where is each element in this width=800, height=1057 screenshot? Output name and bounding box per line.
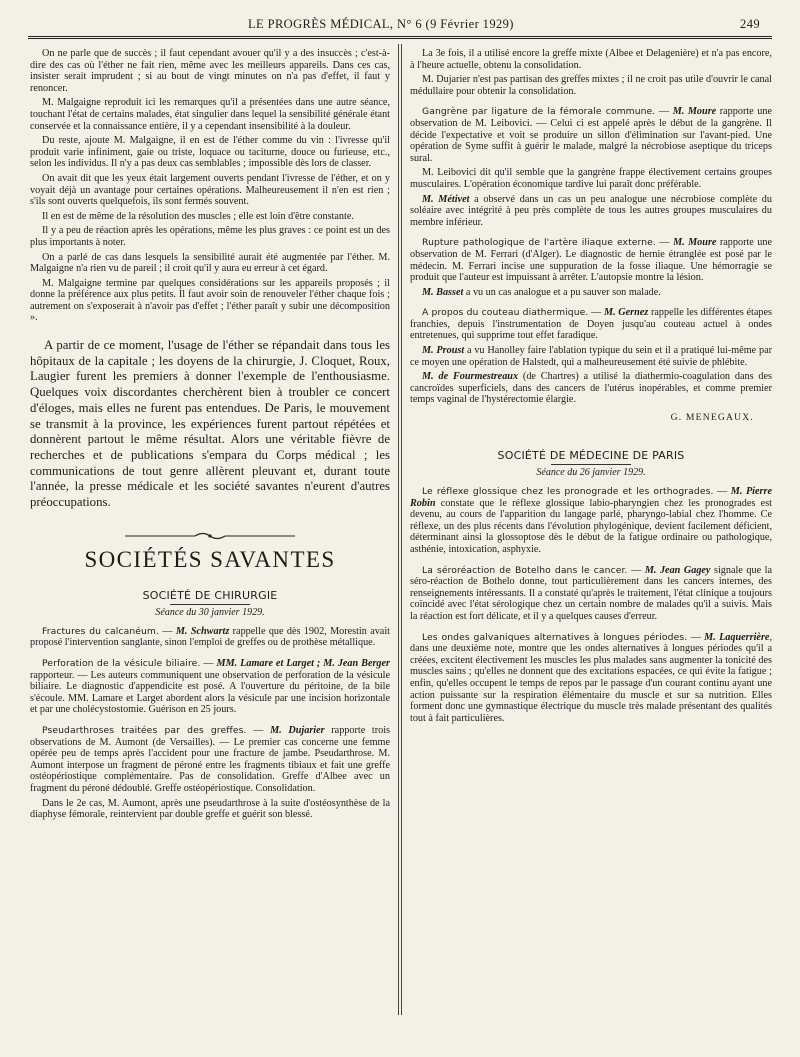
- society-name: SOCIÉTÉ DE CHIRURGIE: [142, 588, 278, 602]
- paragraph: M. Leibovici dit qu'il semble que la gangrène frappe électivement certains groupes musculaires. L'opération économique tardive lui paraît donc préférable.: [410, 167, 772, 190]
- paragraph: M. Malgaigne termine par quelques considérations sur les appareils proposés ; il donne la préférence aux plus petits. Il faut avoir soin de renouveler l'éther chaque fois ; autrement on s'exposerait à n'avoir pas d'effet ; l'éther paraît y subir une décomposition ».: [30, 277, 390, 324]
- paragraph: M. Dujarier n'est pas partisan des greffes mixtes ; il ne croit pas utile d'ouvrir le canal médullaire pour obtenir la consolidation.: [410, 74, 772, 97]
- entry: Perforation de la vésicule biliaire. — MM. Lamare et Larget ; M. Jean Berger rapporteur. — Les auteurs communiquent une observation de perforation de la vésicule biliaire. Le diagnostic d'appendicite est posé. A l'ouverture du péritoine, de la bile s'écoule. MM. Lamare et Larget abordent alors la vésicule par une incision horizontale et par une cholécystostomie. Guérison en 25 jours.: [30, 657, 391, 716]
- header-rule: [28, 36, 772, 39]
- entry: Pseudarthroses traitées par des greffes. — M. Dujarier rapporte trois observations de M. Aumont (de Versailles). — Le premier cas concerne une femme opérée peu de temps après l'accident pour une fracture de jambe. Pseudarthrose. M. Aumont interpose un fragment de péroné entre les fragments tibiaux et fait une greffe ostéopériostique complémentaire. Pas de consolidation. Greffe d'Albee avec un fragment du péroné dédoublé. Greffe ostéopériostique. Consolidation.: [30, 724, 390, 794]
- entry: A propos du couteau diathermique. — M. Gernez rappelle les différentes étapes franchies, depuis l'instrumentation de Doyen jusqu'au couteau actuel à ondes entretenues, qui supprime tout effet faradique.: [410, 307, 772, 342]
- seance-date: Séance du 30 janvier 1929.: [155, 606, 265, 618]
- seance-date: Séance du 26 janvier 1929.: [536, 467, 646, 479]
- society-name: SOCIÉTÉ DE MÉDECINE DE PARIS: [497, 449, 685, 463]
- paragraph: La 3e fois, il a utilisé encore la greffe mixte (Albee et Delagenière) et n'a pas encore, à l'heure actuelle, obtenu la consolidation.: [410, 48, 772, 71]
- paragraph: On a parlé de cas dans lesquels la sensibilité aurait été augmentée par l'éther. M. Malgaigne n'a rien vu de pareil ; il croit qu'il y aura eu erreur à cet égard.: [30, 251, 390, 275]
- paragraph: M. Métivet a observé dans un cas un peu analogue une nécrobiose complète du soléaire avec intégrité à peu près complète de tous les autres groupes musculaires du membre inférieur.: [410, 193, 772, 228]
- right-column: [410, 48, 772, 727]
- ornament-divider-icon: [125, 531, 295, 541]
- paragraph: Il en est de même de la résolution des muscles ; elle est loin d'être constante.: [42, 210, 354, 222]
- left-column: [30, 48, 390, 824]
- signature: G. MENEGAUX.: [670, 412, 754, 424]
- entry: Les ondes galvaniques alternatives à longues périodes. — M. Laquerrière, dans une deuxième note, montre que les ondes alternatives à longues périodes qu'il a créées, excitent électivement les muscles les plus malades sans augmenter la tonicité des muscles sains ; qu'elles ne donnent que des excitations espacées, ce qui évite la fatigue ; enfin, qu'elles occupent le temps de repos par le passage d'un courant continu ayant une action puissante sur la respiration élémentaire du muscle et sur sa nutrition. Elles forment donc une gymnastique électrique du muscle très malade présentant des qualités tout à fait particulières.: [410, 631, 772, 724]
- paragraph: M. Malgaigne reproduit ici les remarques qu'il a présentées dans une autre séance, touchant l'état de certains malades, état singulier dans lequel la sensibilité générale étant conservée et la connaissance entière, il y a cependant insensibilité à la douleur.: [30, 97, 390, 132]
- entry: Le réflexe glossique chez les pronograde et les orthogrades. — M. Pierre Robin constate que le réflexe glossique labio-pharyngien chez les pronogrades est devenu, au cours de l'apparition du langage parlé, pharyngo-labial chez l'homme. Ce réflexe, un des plus récents dans l'évolution phylogénique, devient facilement déficient, déterminant ainsi la glossoptose dès le début de la fatigue ordinaire ou pathologique, asthénie, intoxication, asphyxie.: [410, 486, 772, 555]
- society-rule: [551, 464, 631, 465]
- column-divider: [398, 44, 399, 1015]
- paragraph: M. Proust a vu Hanolley faire l'ablation typique du sein et il a pratiqué lui-même par ce moyen une opération de Halstedt, qui a malheureusement été suivie de phlébite.: [410, 345, 772, 368]
- entry: Rupture pathologique de l'artère iliaque externe. — M. Moure rapporte une observation de M. Ferrari (d'Alger). Le diagnostic de hernie étranglée est posé par le médecin. M. Ferrari incise une suppuration de la fosse iliaque. Une hémorragie se produit que l'auteur est impuissant à arrêter. L'autopsie montre la lésion.: [410, 237, 772, 284]
- paragraph: M. de Fourmestreaux (de Chartres) a utilisé la diathermio-coagulation dans des cancroïdes superficiels, dans des cancers de l'utérus inopérables, et comme premier temps vaginal de l'hystérectomie élargie.: [410, 371, 772, 406]
- paragraph: On avait dit que les yeux était largement ouverts pendant l'ivresse de l'éther, et on y voyait déjà un avantage pour certaines opérations. Malheureusement il n'en est rien ; s'ils sont ouverts quelquefois, ils sont fermés souvent.: [30, 172, 390, 208]
- paragraph: On ne parle que de succès ; il faut cependant avouer qu'il y a des insuccès ; c'est-à-dire des cas où l'éther ne fait rien, même avec les meilleurs appareils. Dans ces cas, insister serait imprudent ; si au bout de vingt minutes on n'a pas d'effet, il faut y renoncer.: [30, 48, 390, 94]
- entry: La séroréaction de Botelho dans le cancer. — M. Jean Gagey signale que la séro-réaction de Bothelo donne, tout particulièrement dans les cancers internes, des renseignements intéressants. Il a constaté qu'après le traitement, l'état clinique a toujours coïncidé avec l'état sérologique chez un certain nombre de malades qu'il a suivis. Mais la réaction est fort délicate, et il y a quelques causes d'erreur.: [410, 564, 772, 622]
- history-paragraph: A partir de ce moment, l'usage de l'éther se répandait dans tous les hôpitaux de la capitale ; les doyens de la chirurgie, J. Cloquet, Roux, Laugier furent les premiers à donner l'exemple de l'enthousiasme. Quelques voix discordantes cherchèrent bien à troubler ce concert d'éloges, mais elles ne furent pas entendues. De Paris, le mouvement se transmit à la province, les expériences furent partout répétées et donnèrent partout le même résultat. Alors une véritable fièvre de recherches et de publications s'empara du Corps médical ; les communications de tout genre allèrent pleuvant et, durant toute l'année, la presse médicale et les société savantes n'eurent d'autres préoccupations.: [30, 338, 390, 510]
- page-header: [28, 14, 760, 34]
- column-divider-inner: [401, 44, 402, 1015]
- page-number: 249: [740, 17, 760, 31]
- society-rule: [170, 604, 250, 605]
- entry: Fractures du calcanéum. — M. Schwartz rappelle que dès 1902, Morestin avait proposé l'intervention sanglante, sinon l'emploi de greffes ou de prothèse métallique.: [30, 625, 390, 649]
- paragraph: Il y a peu de réaction après les opérations, même les plus graves : ce point est un des plus importants à noter.: [30, 225, 390, 248]
- entry: Gangrène par ligature de la fémorale commune. — M. Moure rapporte une observation de M. Leibovici. — Celui ci est appelé après le début de la gangrène. Il décide l'expectative et voit se produire un sillon d'élimination sur l'avant-pied. Une opération de Syme suffit à guérir le malade, malgré la nécrobiose aseptique du triceps sural.: [410, 106, 772, 164]
- paragraph: Du reste, ajoute M. Malgaigne, il en est de l'éther comme du vin : l'ivresse qu'il produit varie infiniment, gaie ou triste, loquace ou taciturne, douce ou furieuse, etc., selon les individus. Il n'y a pas deux cas semblables ; impossible dès lors de classer.: [30, 135, 390, 170]
- paragraph: Dans le 2e cas, M. Aumont, après une pseudarthrose à la suite d'ostéosynthèse de la diaphyse fémorale, reintervient par double greffe et guérit son blessé.: [30, 797, 390, 821]
- running-title: LE PROGRÈS MÉDICAL, N° 6 (9 Février 1929): [248, 17, 514, 31]
- section-title: SOCIÉTÉS SAVANTES: [84, 546, 336, 572]
- paragraph: M. Basset a vu un cas analogue et a pu sauver son malade.: [422, 286, 661, 298]
